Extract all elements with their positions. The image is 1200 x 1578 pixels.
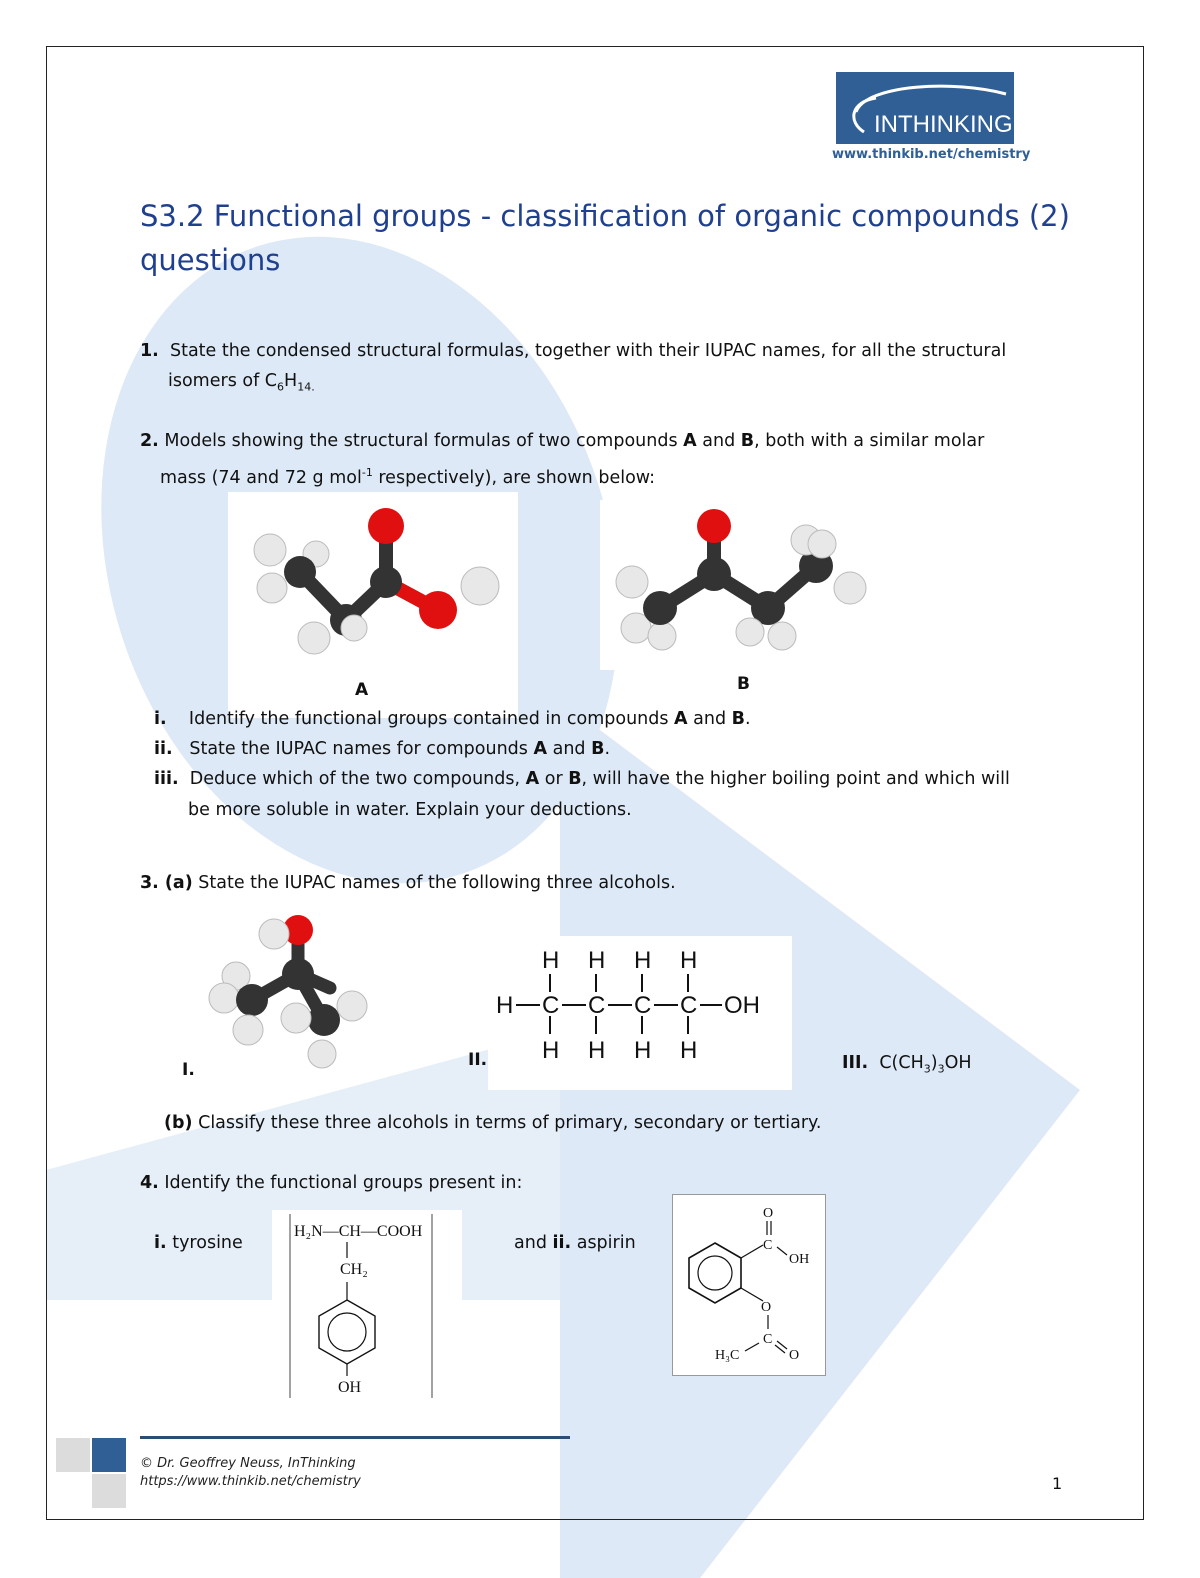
svg-text:O: O bbox=[761, 1300, 772, 1315]
svg-text:C: C bbox=[588, 992, 606, 1019]
question-3b: (b) Classify these three alcohols in terms of primary, secondary or tertiary. bbox=[164, 1113, 822, 1133]
svg-text:O: O bbox=[763, 1206, 774, 1221]
question-1-line2: isomers of $C_6H_{14.}$ bbox=[168, 371, 315, 394]
svg-text:O: O bbox=[789, 1348, 800, 1363]
svg-text:H: H bbox=[680, 947, 698, 974]
svg-text:C: C bbox=[542, 992, 560, 1019]
question-4-tyrosine: i. tyrosine bbox=[154, 1233, 243, 1253]
question-2-part-iii: iii. Deduce which of the two compounds, A or B, will have the higher boiling point and which will bbox=[154, 769, 1010, 789]
svg-text:H: H bbox=[588, 947, 606, 974]
svg-text:H: H bbox=[542, 1037, 560, 1064]
question-2-part-ii: ii. State the IUPAC names for compounds A and B. bbox=[154, 739, 611, 759]
footer-square-blue bbox=[92, 1438, 126, 1472]
svg-text:C: C bbox=[763, 1238, 773, 1253]
label-alcohol-i: I. bbox=[182, 1060, 195, 1080]
question-4-aspirin: and ii. aspirin bbox=[514, 1233, 636, 1253]
svg-text:H: H bbox=[680, 1037, 698, 1064]
svg-text:H: H bbox=[634, 947, 652, 974]
question-1: 1. State the condensed structural formulas, together with their IUPAC names, for all the structural bbox=[140, 341, 1007, 361]
inthinking-logo bbox=[836, 72, 1014, 144]
top-h-row bbox=[542, 947, 697, 974]
svg-text:OH: OH bbox=[789, 1252, 810, 1267]
question-2-line2: mass (74 and 72 g mol$^{-1}$ respectively), are shown below: bbox=[160, 466, 656, 488]
tyrosine-structure bbox=[272, 1210, 462, 1404]
alcohol-i-image bbox=[200, 910, 380, 1070]
svg-text:OH: OH bbox=[338, 1379, 362, 1396]
svg-text:H₂N—CH—COOH: H₂N—CH—COOH bbox=[294, 1223, 423, 1240]
molecule-a-image bbox=[228, 492, 518, 718]
aspirin-structure bbox=[672, 1194, 826, 1376]
question-4: 4. Identify the functional groups present in: bbox=[140, 1173, 523, 1193]
alcohol-ii-structure bbox=[488, 936, 792, 1090]
label-a: A bbox=[355, 680, 369, 700]
page-title: S3.2 Functional groups - classification of organic compounds (2) questions bbox=[140, 199, 1070, 277]
question-2-part-iii-line2: be more soluble in water. Explain your deductions. bbox=[188, 800, 632, 820]
footer-credit: © Dr. Geoffrey Neuss, InThinking https://www.thinkib.net/chemistry bbox=[140, 1456, 361, 1489]
label-b: B bbox=[737, 674, 750, 694]
svg-text:CH₂: CH₂ bbox=[340, 1261, 368, 1278]
footer-square-grey-1 bbox=[56, 1438, 90, 1472]
label-alcohol-ii: II. bbox=[468, 1050, 488, 1070]
logo-text: INTHINKING bbox=[874, 111, 1013, 138]
svg-text:C: C bbox=[634, 992, 652, 1019]
svg-text:H: H bbox=[634, 1037, 652, 1064]
footer-square-grey-2 bbox=[92, 1474, 126, 1508]
svg-text:H: H bbox=[542, 947, 560, 974]
question-2-part-i: i. Identify the functional groups contained in compounds A and B. bbox=[154, 709, 751, 729]
footer-divider bbox=[140, 1436, 570, 1439]
molecule-b-image bbox=[600, 500, 880, 670]
svg-text:C: C bbox=[763, 1332, 773, 1347]
logo-url[interactable]: www.thinkib.net/chemistry bbox=[832, 147, 1031, 162]
svg-text:H₃C: H₃C bbox=[715, 1348, 740, 1363]
question-3a: 3. (a) State the IUPAC names of the following three alcohols. bbox=[140, 873, 676, 893]
svg-text:C: C bbox=[680, 992, 698, 1019]
svg-text:H: H bbox=[496, 992, 514, 1019]
alcohol-iii-formula: III. $C(CH_3)_3OH$ bbox=[842, 1053, 972, 1076]
question-2: 2. Models showing the structural formulas of two compounds A and B, both with a similar molar bbox=[140, 431, 985, 451]
footer-url[interactable]: https://www.thinkib.net/chemistry bbox=[140, 1474, 361, 1489]
svg-text:H: H bbox=[588, 1037, 606, 1064]
svg-text:OH: OH bbox=[724, 992, 760, 1019]
page-number: 1 bbox=[1052, 1474, 1063, 1493]
